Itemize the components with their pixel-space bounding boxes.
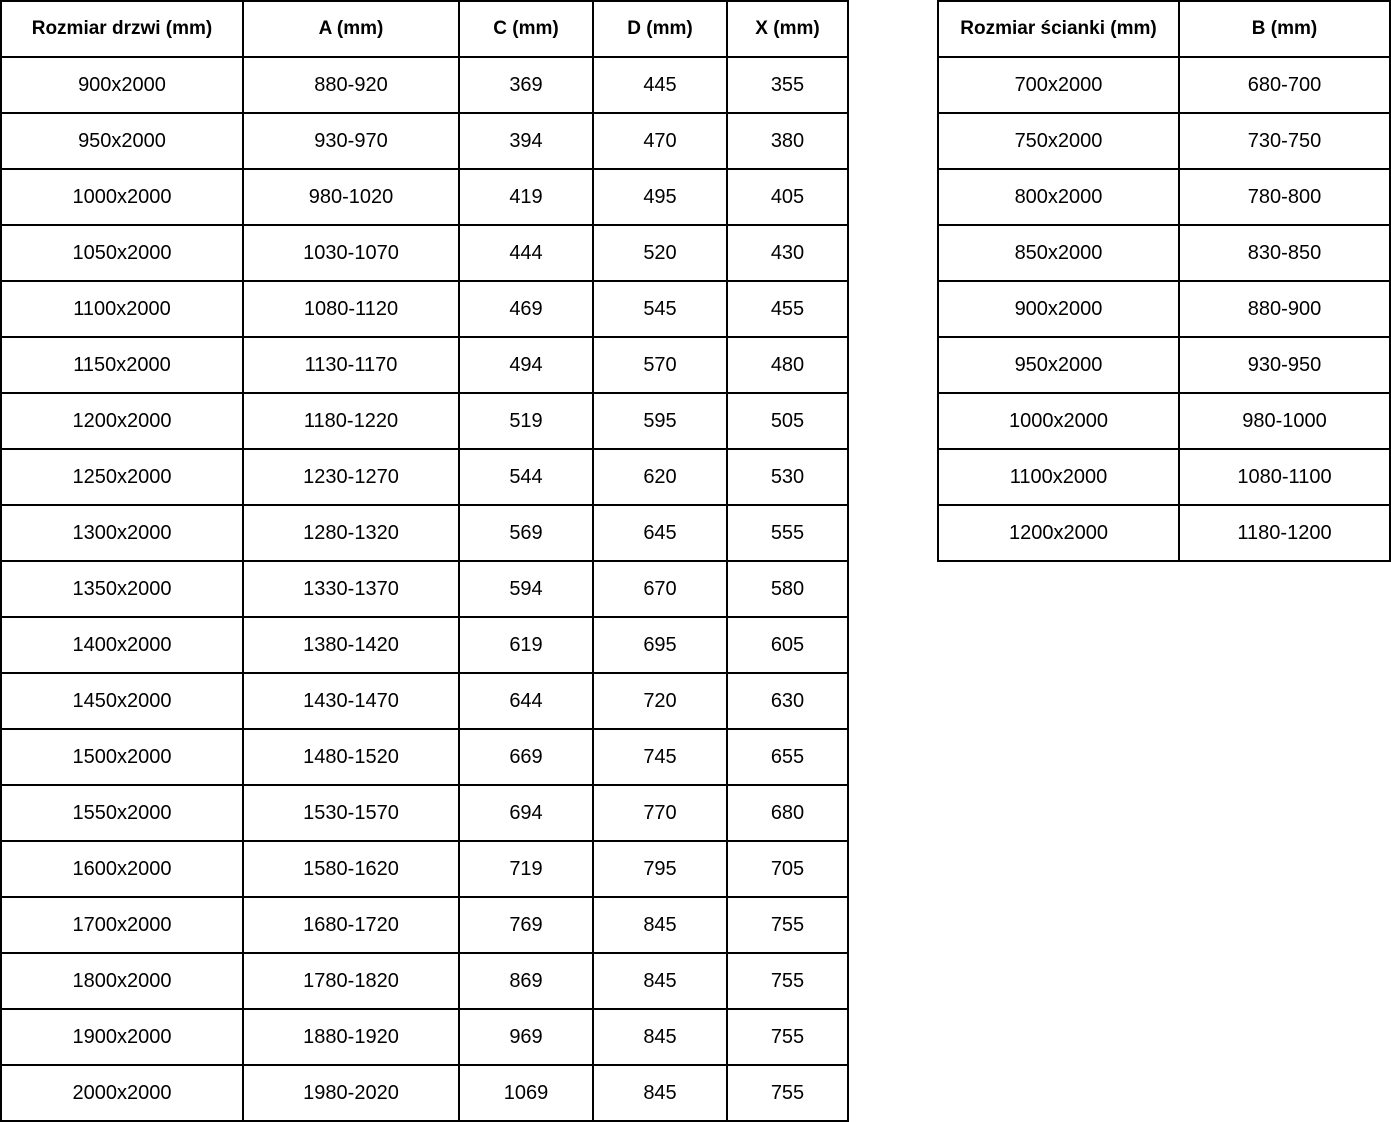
table-cell: 800x2000: [938, 169, 1179, 225]
table-row: [1, 897, 848, 953]
table-row: [938, 505, 1390, 561]
table-cell: 755: [727, 1065, 848, 1121]
table-cell: 470: [593, 113, 727, 169]
table-cell: 505: [727, 393, 848, 449]
table-cell: 900x2000: [1, 57, 243, 113]
table-cell: 655: [727, 729, 848, 785]
table-cell: 645: [593, 505, 727, 561]
table-cell: 1530-1570: [243, 785, 459, 841]
table-cell: 2000x2000: [1, 1065, 243, 1121]
table-cell: 419: [459, 169, 593, 225]
table-cell: 444: [459, 225, 593, 281]
table-cell: 745: [593, 729, 727, 785]
table-cell: 1600x2000: [1, 841, 243, 897]
table-cell: 605: [727, 617, 848, 673]
table-cell: 830-850: [1179, 225, 1390, 281]
table-cell: 1080-1120: [243, 281, 459, 337]
table-cell: 930-970: [243, 113, 459, 169]
column-header: C (mm): [459, 1, 593, 57]
column-header: D (mm): [593, 1, 727, 57]
table-row: [938, 281, 1390, 337]
table-cell: 845: [593, 953, 727, 1009]
table-cell: 1230-1270: [243, 449, 459, 505]
table-cell: 950x2000: [938, 337, 1179, 393]
table-row: [1, 785, 848, 841]
table-cell: 930-950: [1179, 337, 1390, 393]
table-row: [1, 841, 848, 897]
table-cell: 845: [593, 1065, 727, 1121]
table-cell: 1080-1100: [1179, 449, 1390, 505]
table-cell: 845: [593, 897, 727, 953]
table-cell: 520: [593, 225, 727, 281]
table-cell: 545: [593, 281, 727, 337]
table-cell: 1500x2000: [1, 729, 243, 785]
walls-dimensions-table: [937, 0, 1391, 562]
table-cell: 1100x2000: [1, 281, 243, 337]
table-row: [1, 953, 848, 1009]
table-cell: 1350x2000: [1, 561, 243, 617]
table-cell: 405: [727, 169, 848, 225]
table-cell: 755: [727, 953, 848, 1009]
table-cell: 880-920: [243, 57, 459, 113]
table-cell: 594: [459, 561, 593, 617]
table-cell: 880-900: [1179, 281, 1390, 337]
table-row: [938, 337, 1390, 393]
table-cell: 695: [593, 617, 727, 673]
table-row: [1, 729, 848, 785]
table-cell: 1200x2000: [1, 393, 243, 449]
table-cell: 719: [459, 841, 593, 897]
column-header: A (mm): [243, 1, 459, 57]
table-cell: 1700x2000: [1, 897, 243, 953]
table-cell: 369: [459, 57, 593, 113]
table-row: [1, 673, 848, 729]
table-row: [1, 1009, 848, 1065]
table-row: [1, 169, 848, 225]
table-cell: 670: [593, 561, 727, 617]
table-cell: 720: [593, 673, 727, 729]
table-cell: 480: [727, 337, 848, 393]
table-cell: 980-1020: [243, 169, 459, 225]
table-cell: 1330-1370: [243, 561, 459, 617]
table-row: [1, 1065, 848, 1121]
table-cell: 394: [459, 113, 593, 169]
table-cell: 950x2000: [1, 113, 243, 169]
table-row: [1, 57, 848, 113]
table-cell: 700x2000: [938, 57, 1179, 113]
table-cell: 430: [727, 225, 848, 281]
table-cell: 595: [593, 393, 727, 449]
table-cell: 619: [459, 617, 593, 673]
table-cell: 969: [459, 1009, 593, 1065]
table-cell: 570: [593, 337, 727, 393]
table-cell: 1200x2000: [938, 505, 1179, 561]
table-cell: 769: [459, 897, 593, 953]
table-row: [938, 169, 1390, 225]
table-row: [938, 449, 1390, 505]
table-cell: 1450x2000: [1, 673, 243, 729]
table-cell: 845: [593, 1009, 727, 1065]
table-cell: 730-750: [1179, 113, 1390, 169]
table-cell: 850x2000: [938, 225, 1179, 281]
table-cell: 630: [727, 673, 848, 729]
table-cell: 530: [727, 449, 848, 505]
table-cell: 755: [727, 1009, 848, 1065]
table-row: [938, 393, 1390, 449]
table-cell: 770: [593, 785, 727, 841]
table-cell: 980-1000: [1179, 393, 1390, 449]
table-cell: 519: [459, 393, 593, 449]
table-cell: 1100x2000: [938, 449, 1179, 505]
table-cell: 555: [727, 505, 848, 561]
table-cell: 1980-2020: [243, 1065, 459, 1121]
table-cell: 644: [459, 673, 593, 729]
table-cell: 1180-1220: [243, 393, 459, 449]
table-cell: 569: [459, 505, 593, 561]
header-row: [1, 1, 848, 57]
table-cell: 1050x2000: [1, 225, 243, 281]
table-cell: 1400x2000: [1, 617, 243, 673]
table-cell: 869: [459, 953, 593, 1009]
table-cell: 1280-1320: [243, 505, 459, 561]
table-row: [1, 561, 848, 617]
table-row: [1, 281, 848, 337]
table-row: [938, 225, 1390, 281]
table-cell: 1069: [459, 1065, 593, 1121]
table-cell: 1130-1170: [243, 337, 459, 393]
table-cell: 694: [459, 785, 593, 841]
table-cell: 544: [459, 449, 593, 505]
table-row: [1, 505, 848, 561]
table-cell: 1880-1920: [243, 1009, 459, 1065]
table-cell: 1780-1820: [243, 953, 459, 1009]
table-cell: 1680-1720: [243, 897, 459, 953]
column-header: Rozmiar ścianki (mm): [938, 1, 1179, 57]
table-cell: 900x2000: [938, 281, 1179, 337]
table-cell: 680: [727, 785, 848, 841]
table-cell: 620: [593, 449, 727, 505]
table-cell: 1800x2000: [1, 953, 243, 1009]
table-row: [1, 617, 848, 673]
table-cell: 1180-1200: [1179, 505, 1390, 561]
table-cell: 795: [593, 841, 727, 897]
table-cell: 1430-1470: [243, 673, 459, 729]
table-cell: 1300x2000: [1, 505, 243, 561]
table-cell: 669: [459, 729, 593, 785]
table-row: [938, 113, 1390, 169]
table-cell: 750x2000: [938, 113, 1179, 169]
table-cell: 1000x2000: [1, 169, 243, 225]
table-cell: 380: [727, 113, 848, 169]
table-cell: 755: [727, 897, 848, 953]
table-cell: 455: [727, 281, 848, 337]
table-cell: 1150x2000: [1, 337, 243, 393]
table-row: [1, 337, 848, 393]
table-cell: 1900x2000: [1, 1009, 243, 1065]
table-row: [1, 225, 848, 281]
table-cell: 495: [593, 169, 727, 225]
table-cell: 780-800: [1179, 169, 1390, 225]
table-cell: 494: [459, 337, 593, 393]
table-cell: 1380-1420: [243, 617, 459, 673]
table-cell: 705: [727, 841, 848, 897]
table-cell: 1480-1520: [243, 729, 459, 785]
table-row: [1, 393, 848, 449]
table-cell: 580: [727, 561, 848, 617]
table-row: [938, 57, 1390, 113]
table-row: [1, 113, 848, 169]
table-cell: 680-700: [1179, 57, 1390, 113]
column-header: B (mm): [1179, 1, 1390, 57]
column-header: Rozmiar drzwi (mm): [1, 1, 243, 57]
column-header: X (mm): [727, 1, 848, 57]
table-cell: 1030-1070: [243, 225, 459, 281]
header-row: [938, 1, 1390, 57]
table-cell: 445: [593, 57, 727, 113]
table-cell: 1550x2000: [1, 785, 243, 841]
table-row: [1, 449, 848, 505]
table-cell: 1000x2000: [938, 393, 1179, 449]
table-cell: 469: [459, 281, 593, 337]
table-cell: 1580-1620: [243, 841, 459, 897]
table-cell: 1250x2000: [1, 449, 243, 505]
table-cell: 355: [727, 57, 848, 113]
